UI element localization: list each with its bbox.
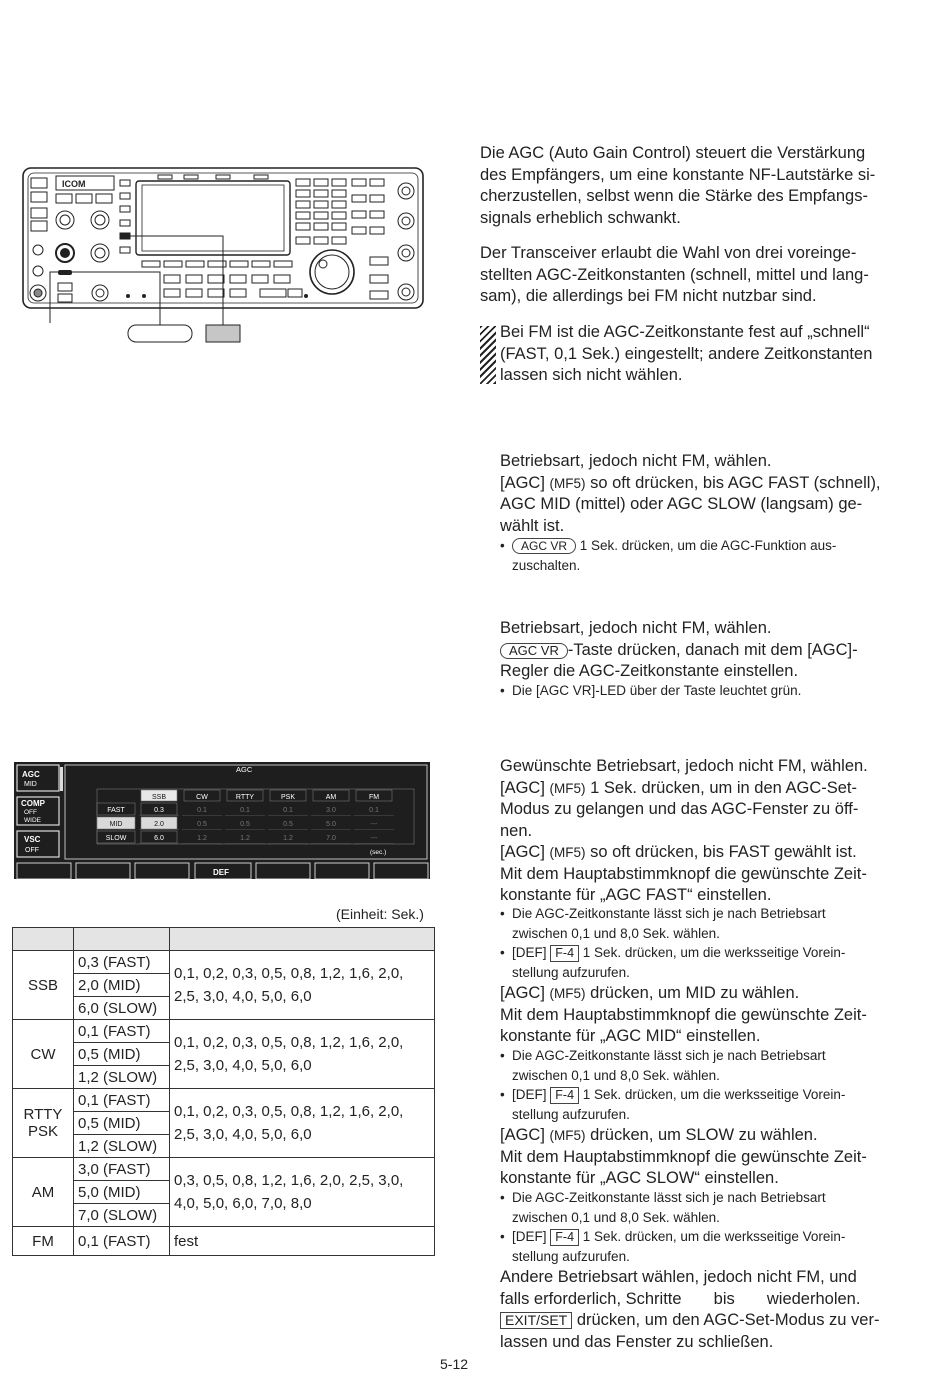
section3-bullets-fast: • Die AGC-Zeitkonstante lässt sich je nach Betriebsart zwischen 0,1 und 8,0 Sek. wählen. • [DEF] F-4 1 Sek. drücken, um die werksseitige Vorein- stellung aufzurufen. <box>500 906 846 980</box>
section3-steps-b: [AGC] (MF5) drücken, um MID zu wählen. Mit dem Hauptabstimmknopf die gewünschte Zeit- konstante für „AGC MID“ einstellen. <box>500 984 867 1045</box>
section2-steps: Betriebsart, jedoch nicht FM, wählen. AGC VR -Taste drücken, danach mit dem [AGC]- Regler die AGC-Zeitkonstante einstellen. <box>500 619 858 680</box>
fm-note: Bei FM ist die AGC-Zeitkonstante fest auf „schnell“ (FAST, 0,1 Sek.) eingestellt; andere Zeitkonstanten lassen sich nicht wählen. <box>500 323 873 384</box>
f4-key: F-4 <box>550 1229 579 1246</box>
table-header-row <box>13 928 435 951</box>
screen-value: 0.5 <box>197 821 207 828</box>
side-key-comp: COMP <box>21 799 45 808</box>
screen-col-am: AM <box>325 794 337 801</box>
screen-row-slow: SLOW <box>105 835 127 842</box>
screen-col-rtty: RTTY <box>235 794 255 801</box>
f4-key: F-4 <box>550 945 579 962</box>
table-row: FM 0,1 (FAST) fest <box>13 1227 435 1256</box>
section1-steps: Betriebsart, jedoch nicht FM, wählen. [AGC] (MF5) so oft drücken, bis AGC FAST (schnell), AGC MID (mittel) oder AGC SLOW (langsam) ge- wählt ist. <box>500 452 881 535</box>
screen-value: 1.2 <box>197 835 207 842</box>
intro-paragraph-2: Der Transceiver erlaubt die Wahl von drei voreinge- stellten AGC-Zeitkonstanten (schnell, mittel und lang- sam), die allerdings bei FM nicht nutzbar sind. <box>480 244 869 305</box>
svg-text:OFF: OFF <box>25 847 39 854</box>
section2-bullet: • Die [AGC VR]-LED über der Taste leuchtet grün. <box>500 683 802 698</box>
screen-value: 6.0 <box>154 835 164 842</box>
section3-steps-d: Andere Betriebsart wählen, jedoch nicht FM, und falls erforderlich, Schritte bis wiederholen. EXIT/SET drücken, um den AGC-Set-Modus zu ver- lassen und das Fenster zu schließen. <box>500 1268 880 1351</box>
f4-key: F-4 <box>550 1087 579 1104</box>
table-row: CW 0,1 (FAST) 0,1, 0,2, 0,3, 0,5, 0,8, 1,2, 1,6, 2,0, 2,5, 3,0, 4,0, 5,0, 6,0 <box>13 1020 435 1043</box>
section3-steps-c: [AGC] (MF5) drücken, um SLOW zu wählen. Mit dem Hauptabstimmknopf die gewünschte Zeit- konstante für „AGC SLOW“ einstellen. <box>500 1126 867 1187</box>
screen-value: 0.1 <box>283 807 293 814</box>
screen-row-fast: FAST <box>107 807 125 814</box>
svg-text:MID: MID <box>24 781 37 788</box>
screen-value: 3.0 <box>326 807 336 814</box>
screen-value: 1.2 <box>283 835 293 842</box>
agc-set-mode-screen <box>14 762 430 879</box>
screen-unit: (sec.) <box>370 849 387 856</box>
screen-col-psk: PSK <box>280 794 296 801</box>
screen-col-ssb: SSB <box>151 794 167 801</box>
agc-time-constant-table: SSB 0,3 (FAST) 0,1, 0,2, 0,3, 0,5, 0,8, 1,2, 1,6, 2,0, 2,5, 3,0, 4,0, 5,0, 6,0 2,0 (MID) 6,0 (SLOW) CW 0,1 (FAST) 0,1, 0,2, 0,3, 0,5, 0,8, 1,2, 1,6, 2,0, 2,5, 3,0, 4,0, 5,0, 6,0 0,5 (MID) 1,2 (SLOW) RTTY PSK 0,1 (FAST) 0,1, 0,2, 0,3, 0,5, 0,8, 1,2, 1,6, 2,0, 2,5, 3,0, 4,0, 5,0, 6,0 0,5 (MID) 1,2 (SLOW) AM 3,0 (FAST) 0,3, 0,5, 0,8, 1,2, 1,6, 2,0, 2,5, 3,0, 4,0, 5,0, 6,0, 7,0, 8,0 5,0 (MID) 7,0 (SLOW) FM 0,1 (FAST) fest <box>12 927 435 1256</box>
section3-bullets-slow: • Die AGC-Zeitkonstante lässt sich je nach Betriebsart zwischen 0,1 und 8,0 Sek. wählen. • [DEF] F-4 1 Sek. drücken, um die werksseitige Vorein- stellung aufzurufen. <box>500 1190 846 1264</box>
section3-bullets-mid: • Die AGC-Zeitkonstante lässt sich je nach Betriebsart zwischen 0,1 und 8,0 Sek. wählen. • [DEF] F-4 1 Sek. drücken, um die werksseitige Vorein- stellung aufzurufen. <box>500 1048 846 1122</box>
note-marker-icon <box>480 326 496 384</box>
screen-value: 0.5 <box>283 821 293 828</box>
exit-set-key: EXIT/SET <box>500 1312 572 1329</box>
table-row: RTTY PSK 0,1 (FAST) 0,1, 0,2, 0,3, 0,5, 0,8, 1,2, 1,6, 2,0, 2,5, 3,0, 4,0, 5,0, 6,0 <box>13 1089 435 1112</box>
agc-vr-key: AGC VR <box>512 538 576 554</box>
screen-title: AGC <box>236 765 253 774</box>
section3-steps-a: Gewünschte Betriebsart, jedoch nicht FM, wählen. [AGC] (MF5) 1 Sek. drücken, um in den AGC-Set- Modus zu gelangen und das AGC-Fenster zu öff- nen. [AGC] (MF5) so oft drücken, bis FAST gewählt ist. Mit dem Hauptabstimmknopf die gewünschte Zeit- konstante für „AGC FAST“ einstellen. <box>500 757 868 904</box>
svg-text:WIDE: WIDE <box>24 817 41 824</box>
section1-bullet: • AGC VR 1 Sek. drücken, um die AGC-Funktion aus- zuschalten. <box>500 538 837 573</box>
radio-brand-logo: ICOM <box>62 179 86 189</box>
screen-value: 0.1 <box>369 807 379 814</box>
side-key-vsc: VSC <box>24 835 41 844</box>
screen-row-mid: MID <box>109 821 123 828</box>
screen-value: 0.1 <box>197 807 207 814</box>
screen-value: 5.0 <box>326 821 336 828</box>
screen-value: 7.0 <box>326 835 336 842</box>
intro-paragraph-1: Die AGC (Auto Gain Control) steuert die Verstärkung des Empfängers, um eine konstante NF-Lautstärke si- cherzustellen, selbst wenn die Stärke des Empfangs- signals erheblich schwankt. <box>480 144 876 227</box>
svg-text:OFF: OFF <box>24 809 37 816</box>
screen-value: --- <box>370 835 378 842</box>
table-row: AM 3,0 (FAST) 0,3, 0,5, 0,8, 1,2, 1,6, 2,0, 2,5, 3,0, 4,0, 5,0, 6,0, 7,0, 8,0 <box>13 1158 435 1181</box>
screen-col-fm: FM <box>368 794 380 801</box>
screen-value: 0.1 <box>240 807 250 814</box>
screen-value: 0.3 <box>154 807 164 814</box>
transceiver-front-panel-illustration <box>18 165 428 345</box>
table-row: SSB 0,3 (FAST) 0,1, 0,2, 0,3, 0,5, 0,8, 1,2, 1,6, 2,0, 2,5, 3,0, 4,0, 5,0, 6,0 <box>13 951 435 974</box>
screen-value: 2.0 <box>154 821 164 828</box>
screen-value: 1.2 <box>240 835 250 842</box>
screen-col-cw: CW <box>196 794 208 801</box>
side-key-agc: AGC <box>22 770 40 779</box>
screen-value: 0.5 <box>240 821 250 828</box>
page-number: 5-12 <box>440 1356 469 1372</box>
table-unit-label: (Einheit: Sek.) <box>336 906 424 922</box>
agc-vr-key: AGC VR <box>500 643 568 659</box>
def-function-key: DEF <box>213 868 229 877</box>
screen-value: --- <box>370 821 378 828</box>
